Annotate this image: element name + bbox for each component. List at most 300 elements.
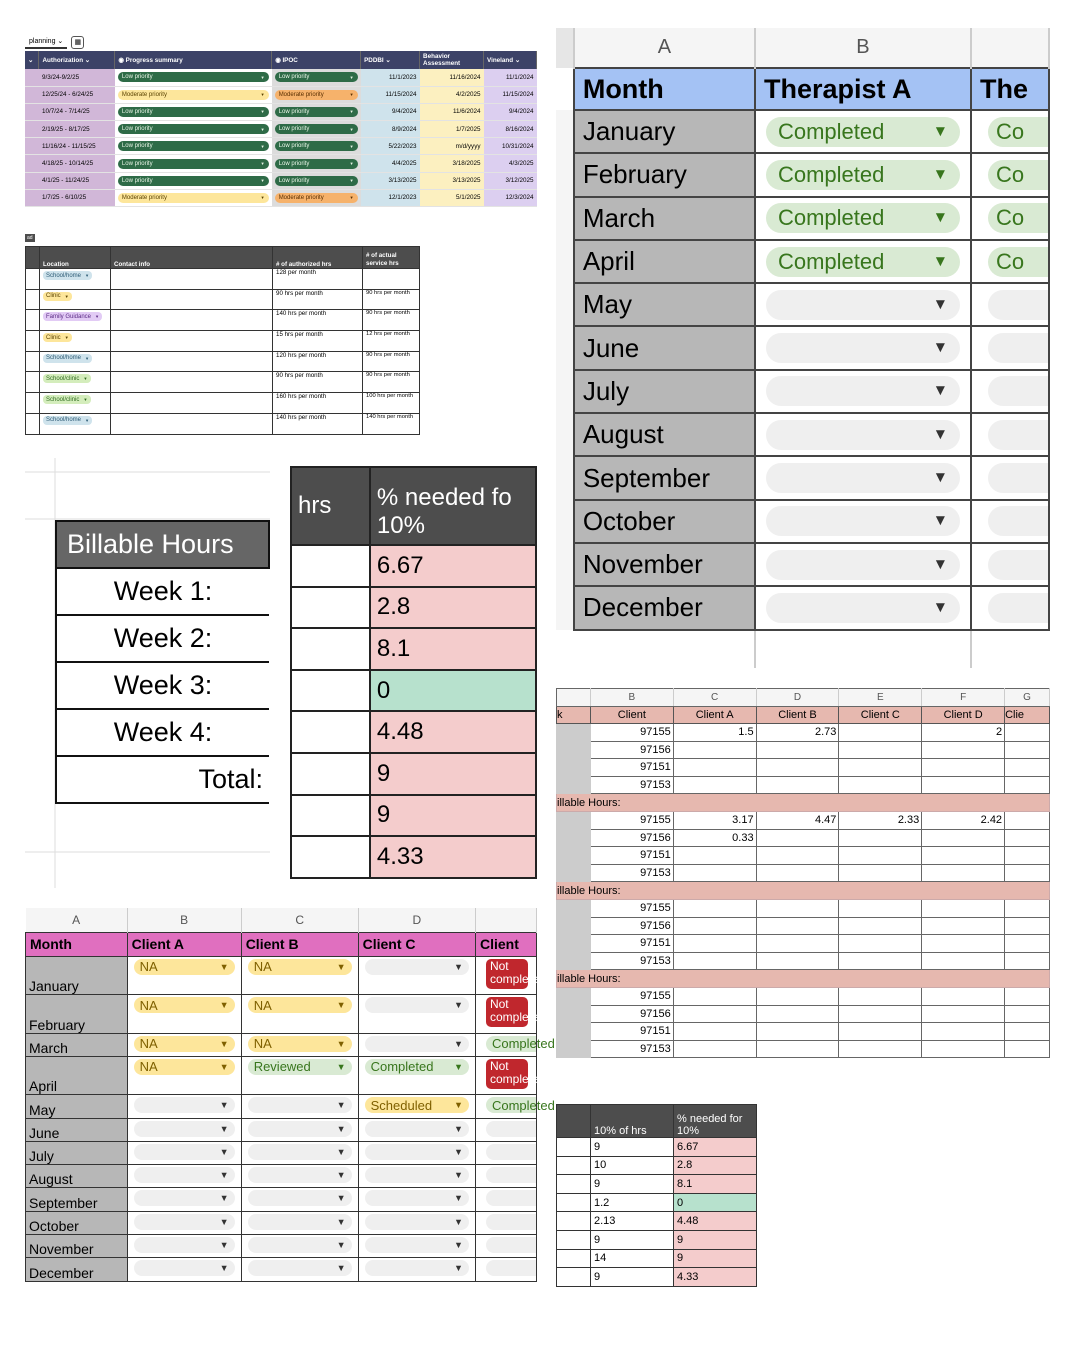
- month-cell[interactable]: July: [26, 1141, 128, 1164]
- authorized-hrs-cell[interactable]: 120 hrs per month: [273, 351, 363, 372]
- col-letter-e[interactable]: E: [839, 689, 922, 707]
- behavior-date-cell[interactable]: 1/7/2025: [420, 121, 484, 138]
- client-b-cell[interactable]: [241, 1118, 358, 1141]
- code-row[interactable]: [557, 899, 1050, 917]
- actual-hrs-cell[interactable]: 90 hrs per month: [363, 289, 420, 310]
- vineland-date-cell[interactable]: 3/12/2025: [484, 172, 537, 189]
- ten-percent-hrs-cell[interactable]: 9: [591, 1230, 674, 1249]
- week-cell[interactable]: [557, 741, 591, 759]
- month-cell[interactable]: May: [26, 1095, 128, 1118]
- col-letter-c[interactable]: C: [673, 689, 756, 707]
- table-row[interactable]: [25, 86, 537, 103]
- col-vineland[interactable]: Vineland ⌄: [484, 51, 537, 69]
- therapist-a-cell[interactable]: [755, 370, 971, 413]
- status-dropdown[interactable]: [134, 1260, 235, 1276]
- client-b-hours-cell[interactable]: [756, 1040, 839, 1058]
- week-cell[interactable]: [557, 952, 591, 970]
- client-c-cell[interactable]: [358, 1211, 475, 1234]
- client-d-cell[interactable]: [475, 995, 546, 1034]
- client-a-hours-cell[interactable]: [673, 776, 756, 794]
- ten-percent-hrs-cell[interactable]: 14: [591, 1249, 674, 1268]
- code-row[interactable]: [557, 952, 1050, 970]
- blank-cell[interactable]: [557, 1212, 591, 1231]
- ten-percent-hrs-cell[interactable]: 2.13: [591, 1212, 674, 1231]
- client-e-hours-cell[interactable]: [1005, 1040, 1050, 1058]
- status-dropdown[interactable]: [248, 1144, 352, 1160]
- status-dropdown[interactable]: [248, 1260, 352, 1276]
- hrs-cell[interactable]: [291, 587, 370, 629]
- col-letter-e[interactable]: [475, 908, 536, 932]
- table-row[interactable]: [25, 155, 537, 172]
- month-row[interactable]: [26, 1211, 537, 1234]
- percent-needed-cell[interactable]: 9: [370, 795, 536, 837]
- client-d-cell[interactable]: [475, 1118, 536, 1141]
- month-row[interactable]: [556, 370, 1049, 413]
- authorization-cell[interactable]: 2/19/25 - 8/17/25: [39, 121, 115, 138]
- status-dropdown[interactable]: [134, 1144, 235, 1160]
- cpt-code-cell[interactable]: 97155: [590, 724, 673, 742]
- month-row[interactable]: [556, 197, 1049, 240]
- table-row[interactable]: [25, 121, 537, 138]
- behavior-date-cell[interactable]: 4/2/2025: [420, 86, 484, 103]
- status-chip-completed[interactable]: Completed: [486, 1097, 536, 1113]
- hrs-cell[interactable]: [291, 753, 370, 795]
- client-d-hours-cell[interactable]: [922, 1040, 1005, 1058]
- therapist-b-cell[interactable]: [971, 500, 1049, 543]
- status-dropdown[interactable]: [766, 593, 960, 623]
- blank-cell[interactable]: [557, 1268, 591, 1287]
- pddbi-date-cell[interactable]: 3/13/2025: [361, 172, 420, 189]
- ipoc-cell[interactable]: [272, 121, 361, 138]
- location-cell[interactable]: [40, 331, 111, 352]
- hrs-cell[interactable]: [291, 545, 370, 587]
- status-dropdown[interactable]: [766, 333, 960, 363]
- authorized-hrs-cell[interactable]: 140 hrs per month: [273, 413, 363, 434]
- corner-cell[interactable]: [556, 28, 574, 68]
- week-cell[interactable]: [557, 724, 591, 742]
- vineland-date-cell[interactable]: 12/3/2024: [484, 189, 537, 206]
- ten-percent-hrs-cell[interactable]: 1.2: [591, 1193, 674, 1212]
- contact-info-cell[interactable]: [111, 331, 273, 352]
- percent-needed-cell[interactable]: 9: [674, 1230, 757, 1249]
- status-dropdown[interactable]: [766, 290, 960, 320]
- therapist-a-cell[interactable]: [755, 240, 971, 283]
- client-c-cell[interactable]: [358, 1118, 475, 1141]
- therapist-a-cell[interactable]: [755, 326, 971, 369]
- hrs-cell[interactable]: [291, 670, 370, 712]
- cpt-code-cell[interactable]: 97153: [590, 776, 673, 794]
- code-row[interactable]: [557, 847, 1050, 865]
- client-c-hours-cell[interactable]: [839, 759, 922, 777]
- pddbi-date-cell[interactable]: 9/4/2024: [361, 103, 420, 120]
- status-dropdown[interactable]: [486, 1190, 536, 1206]
- client-d-hours-cell[interactable]: [922, 829, 1005, 847]
- client-e-hours-cell[interactable]: [1005, 952, 1050, 970]
- cpt-code-cell[interactable]: 97155: [590, 899, 673, 917]
- client-e-hours-cell[interactable]: [1005, 811, 1050, 829]
- ten-percent-row[interactable]: [557, 1138, 757, 1157]
- client-b-hours-cell[interactable]: [756, 829, 839, 847]
- code-row[interactable]: [557, 829, 1050, 847]
- location-chip[interactable]: [43, 374, 91, 383]
- client-a-cell[interactable]: [127, 995, 241, 1034]
- status-dropdown[interactable]: [766, 376, 960, 406]
- client-b-hours-cell[interactable]: [756, 987, 839, 1005]
- table-row[interactable]: [26, 331, 420, 352]
- ipoc-cell[interactable]: [272, 138, 361, 155]
- client-b-cell[interactable]: [241, 1141, 358, 1164]
- client-c-hours-cell[interactable]: [839, 1005, 922, 1023]
- client-e-hours-cell[interactable]: [1005, 1005, 1050, 1023]
- percent-needed-cell[interactable]: 0: [370, 670, 536, 712]
- table-row[interactable]: [26, 310, 420, 331]
- client-c-hours-cell[interactable]: 2.33: [839, 811, 922, 829]
- client-b-cell[interactable]: [241, 956, 358, 995]
- location-cell[interactable]: [40, 269, 111, 290]
- month-cell[interactable]: December: [26, 1258, 128, 1281]
- col-letter-a[interactable]: A: [26, 908, 128, 932]
- status-dropdown[interactable]: [486, 1121, 536, 1137]
- client-c-hours-cell[interactable]: [839, 776, 922, 794]
- cpt-code-cell[interactable]: 97153: [590, 952, 673, 970]
- client-a-hours-cell[interactable]: [673, 1040, 756, 1058]
- priority-chip[interactable]: [275, 124, 358, 134]
- status-dropdown[interactable]: [248, 1121, 352, 1137]
- week-cell[interactable]: [557, 899, 591, 917]
- progress-cell[interactable]: [115, 155, 272, 172]
- location-chip[interactable]: [43, 416, 92, 425]
- client-b-cell[interactable]: [241, 1211, 358, 1234]
- percent-needed-cell[interactable]: 6.67: [674, 1138, 757, 1157]
- code-row[interactable]: [557, 776, 1050, 794]
- priority-chip[interactable]: [275, 193, 358, 203]
- ten-percent-hrs-cell[interactable]: 9: [591, 1268, 674, 1287]
- status-dropdown[interactable]: [988, 203, 1048, 233]
- week-cell[interactable]: [557, 847, 591, 865]
- status-dropdown[interactable]: [365, 1167, 469, 1183]
- status-dropdown[interactable]: [486, 1237, 536, 1253]
- month-row[interactable]: [556, 240, 1049, 283]
- actual-hrs-cell[interactable]: 90 hrs per month: [363, 372, 420, 393]
- percent-needed-cell[interactable]: 9: [370, 753, 536, 795]
- client-d-cell[interactable]: [475, 956, 546, 995]
- code-row[interactable]: [557, 811, 1050, 829]
- pddbi-date-cell[interactable]: 12/1/2023: [361, 189, 420, 206]
- authorization-cell[interactable]: 4/1/25 - 11/24/25: [39, 172, 115, 189]
- location-cell[interactable]: [40, 413, 111, 434]
- status-dropdown[interactable]: [134, 1214, 235, 1230]
- progress-cell[interactable]: [115, 69, 272, 86]
- client-c-hours-cell[interactable]: [839, 864, 922, 882]
- month-cell[interactable]: January: [574, 110, 755, 153]
- month-row[interactable]: [556, 543, 1049, 586]
- week-label[interactable]: Week 2:: [56, 615, 269, 662]
- client-e-hours-cell[interactable]: [1005, 1023, 1050, 1041]
- month-row[interactable]: [556, 456, 1049, 499]
- location-cell[interactable]: [40, 372, 111, 393]
- progress-cell[interactable]: [115, 172, 272, 189]
- percent-needed-cell[interactable]: 2.8: [674, 1156, 757, 1175]
- therapist-a-cell[interactable]: [755, 456, 971, 499]
- status-dropdown[interactable]: [248, 1036, 352, 1052]
- table-row[interactable]: [25, 189, 537, 206]
- week-cell[interactable]: [557, 759, 591, 777]
- month-row[interactable]: [26, 995, 537, 1034]
- month-cell[interactable]: May: [574, 283, 755, 326]
- code-row[interactable]: [557, 987, 1050, 1005]
- status-dropdown[interactable]: [248, 1190, 352, 1206]
- month-cell[interactable]: December: [574, 586, 755, 629]
- client-a-hours-cell[interactable]: [673, 952, 756, 970]
- behavior-date-cell[interactable]: 5/1/2025: [420, 189, 484, 206]
- contact-info-cell[interactable]: [111, 289, 273, 310]
- cpt-code-cell[interactable]: 97156: [590, 741, 673, 759]
- code-row[interactable]: [557, 1023, 1050, 1041]
- cpt-code-cell[interactable]: 97155: [590, 811, 673, 829]
- week-cell[interactable]: [557, 1023, 591, 1041]
- week-cell[interactable]: [557, 829, 591, 847]
- code-row[interactable]: [557, 1040, 1050, 1058]
- table-row[interactable]: [26, 372, 420, 393]
- col-letter-f[interactable]: F: [922, 689, 1005, 707]
- client-a-cell[interactable]: [127, 1141, 241, 1164]
- week-label[interactable]: Week 1:: [56, 568, 269, 615]
- authorized-hrs-cell[interactable]: 128 per month: [273, 269, 363, 290]
- client-b-hours-cell[interactable]: 2.73: [756, 724, 839, 742]
- pddbi-date-cell[interactable]: 4/4/2025: [361, 155, 420, 172]
- contact-info-cell[interactable]: [111, 413, 273, 434]
- client-a-hours-cell[interactable]: 1.5: [673, 724, 756, 742]
- location-chip[interactable]: [43, 271, 92, 280]
- client-e-hours-cell[interactable]: [1005, 776, 1050, 794]
- table-row[interactable]: [25, 172, 537, 189]
- therapist-a-cell[interactable]: [755, 586, 971, 629]
- actual-hrs-cell[interactable]: 12 hrs per month: [363, 331, 420, 352]
- client-c-cell[interactable]: [358, 1056, 475, 1095]
- behavior-date-cell[interactable]: 11/16/2024: [420, 69, 484, 86]
- therapist-b-cell[interactable]: [971, 370, 1049, 413]
- status-dropdown[interactable]: [134, 1167, 235, 1183]
- percent-needed-cell[interactable]: 0: [674, 1193, 757, 1212]
- status-dropdown[interactable]: [766, 463, 960, 493]
- client-c-hours-cell[interactable]: [839, 829, 922, 847]
- ipoc-cell[interactable]: [272, 103, 361, 120]
- priority-chip[interactable]: [275, 159, 358, 169]
- percent-needed-cell[interactable]: 4.33: [370, 836, 536, 878]
- table-row[interactable]: [25, 138, 537, 155]
- client-c-cell[interactable]: [358, 1033, 475, 1056]
- ten-percent-row[interactable]: [557, 1175, 757, 1194]
- blank-cell[interactable]: [557, 1230, 591, 1249]
- client-a-cell[interactable]: [127, 1095, 241, 1118]
- client-c-cell[interactable]: [358, 1188, 475, 1211]
- actual-hrs-cell[interactable]: 90 hrs per month: [363, 351, 420, 372]
- client-d-cell[interactable]: [475, 1095, 555, 1118]
- client-a-hours-cell[interactable]: [673, 935, 756, 953]
- client-b-hours-cell[interactable]: [756, 917, 839, 935]
- status-dropdown[interactable]: [988, 550, 1048, 580]
- therapist-a-cell[interactable]: [755, 543, 971, 586]
- vineland-date-cell[interactable]: 11/15/2024: [484, 86, 537, 103]
- vineland-date-cell[interactable]: 11/1/2024: [484, 69, 537, 86]
- contact-info-cell[interactable]: [111, 269, 273, 290]
- col-letter-d[interactable]: D: [358, 908, 475, 932]
- status-dropdown[interactable]: [248, 997, 352, 1013]
- status-dropdown[interactable]: [766, 420, 960, 450]
- therapist-a-cell[interactable]: [755, 153, 971, 196]
- status-dropdown[interactable]: [766, 117, 960, 147]
- month-row[interactable]: [26, 1141, 537, 1164]
- pddbi-date-cell[interactable]: 5/22/2023: [361, 138, 420, 155]
- status-dropdown[interactable]: [486, 1260, 536, 1276]
- month-cell[interactable]: April: [574, 240, 755, 283]
- percent-needed-cell[interactable]: 8.1: [370, 628, 536, 670]
- client-c-hours-cell[interactable]: [839, 935, 922, 953]
- month-cell[interactable]: September: [26, 1188, 128, 1211]
- client-d-cell[interactable]: [475, 1188, 536, 1211]
- client-d-cell[interactable]: [475, 1165, 536, 1188]
- status-dropdown[interactable]: [988, 290, 1048, 320]
- pddbi-date-cell[interactable]: 8/9/2024: [361, 121, 420, 138]
- client-a-hours-cell[interactable]: 0.33: [673, 829, 756, 847]
- ipoc-cell[interactable]: [272, 172, 361, 189]
- code-row[interactable]: [557, 724, 1050, 742]
- client-b-cell[interactable]: [241, 1235, 358, 1258]
- code-row[interactable]: [557, 935, 1050, 953]
- ipoc-cell[interactable]: [272, 86, 361, 103]
- blank-cell[interactable]: [557, 1156, 591, 1175]
- code-row[interactable]: [557, 759, 1050, 777]
- ten-percent-hrs-cell[interactable]: 10: [591, 1156, 674, 1175]
- client-c-cell[interactable]: [358, 995, 475, 1034]
- band-cell[interactable]: [557, 970, 1050, 988]
- client-d-hours-cell[interactable]: [922, 935, 1005, 953]
- hrs-cell[interactable]: [291, 795, 370, 837]
- ten-percent-row[interactable]: [557, 1249, 757, 1268]
- client-b-hours-cell[interactable]: [756, 899, 839, 917]
- client-b-cell[interactable]: [241, 1165, 358, 1188]
- status-dropdown[interactable]: [365, 1214, 469, 1230]
- client-b-cell[interactable]: [241, 995, 358, 1034]
- month-row[interactable]: [26, 1235, 537, 1258]
- week-cell[interactable]: [557, 1005, 591, 1023]
- status-dropdown[interactable]: [766, 160, 960, 190]
- month-row[interactable]: [26, 1056, 537, 1095]
- status-dropdown[interactable]: [766, 247, 960, 277]
- status-dropdown[interactable]: [988, 506, 1048, 536]
- authorization-cell[interactable]: 10/7/24 - 7/14/25: [39, 103, 115, 120]
- client-d-cell[interactable]: [475, 1033, 555, 1056]
- week-cell[interactable]: [557, 1040, 591, 1058]
- status-dropdown[interactable]: [988, 333, 1048, 363]
- ten-percent-hrs-cell[interactable]: 9: [591, 1138, 674, 1157]
- client-b-hours-cell[interactable]: [756, 741, 839, 759]
- week-label[interactable]: Week 3:: [56, 662, 269, 709]
- therapist-a-cell[interactable]: [755, 283, 971, 326]
- hrs-cell[interactable]: [291, 711, 370, 753]
- status-dropdown[interactable]: [248, 1059, 352, 1075]
- priority-chip[interactable]: [118, 193, 269, 203]
- location-chip[interactable]: [43, 333, 72, 342]
- priority-chip[interactable]: [275, 141, 358, 151]
- code-row[interactable]: [557, 864, 1050, 882]
- view-tab-planning[interactable]: planning ⌄: [25, 35, 67, 49]
- authorized-hrs-cell[interactable]: 160 hrs per month: [273, 393, 363, 414]
- ten-percent-row[interactable]: [557, 1156, 757, 1175]
- vineland-date-cell[interactable]: 4/3/2025: [484, 155, 537, 172]
- vineland-date-cell[interactable]: 9/4/2024: [484, 103, 537, 120]
- actual-hrs-cell[interactable]: 100 hrs per month: [363, 393, 420, 414]
- month-row[interactable]: [26, 1165, 537, 1188]
- col-pddbi[interactable]: PDDBI ⌄: [361, 51, 420, 69]
- client-a-cell[interactable]: [127, 1258, 241, 1281]
- empty-cell[interactable]: [971, 630, 1049, 668]
- col-letter-a[interactable]: [557, 689, 591, 707]
- month-cell[interactable]: June: [26, 1118, 128, 1141]
- status-dropdown[interactable]: [134, 1097, 235, 1113]
- cpt-code-cell[interactable]: 97151: [590, 759, 673, 777]
- therapist-a-cell[interactable]: [755, 413, 971, 456]
- percent-needed-cell[interactable]: 8.1: [674, 1175, 757, 1194]
- status-dropdown[interactable]: [365, 997, 469, 1013]
- therapist-b-cell[interactable]: [971, 543, 1049, 586]
- client-b-cell[interactable]: [241, 1033, 358, 1056]
- client-c-hours-cell[interactable]: [839, 741, 922, 759]
- contact-info-cell[interactable]: [111, 372, 273, 393]
- client-d-cell[interactable]: [475, 1235, 536, 1258]
- percent-needed-cell[interactable]: 4.33: [674, 1268, 757, 1287]
- week-cell[interactable]: [557, 864, 591, 882]
- table-row[interactable]: [26, 413, 420, 434]
- client-c-hours-cell[interactable]: [839, 1023, 922, 1041]
- status-dropdown[interactable]: [365, 1237, 469, 1253]
- client-d-hours-cell[interactable]: [922, 952, 1005, 970]
- client-d-hours-cell[interactable]: [922, 776, 1005, 794]
- client-d-hours-cell[interactable]: 2: [922, 724, 1005, 742]
- hrs-cell[interactable]: [291, 836, 370, 878]
- client-b-hours-cell[interactable]: [756, 776, 839, 794]
- location-cell[interactable]: [40, 393, 111, 414]
- client-d-cell[interactable]: [475, 1141, 536, 1164]
- empty-cell[interactable]: [755, 630, 971, 668]
- cpt-code-cell[interactable]: 97155: [590, 987, 673, 1005]
- ten-percent-row[interactable]: [557, 1212, 757, 1231]
- cpt-code-cell[interactable]: 97156: [590, 829, 673, 847]
- client-e-hours-cell[interactable]: [1005, 935, 1050, 953]
- status-dropdown[interactable]: [365, 1059, 469, 1075]
- status-dropdown[interactable]: [988, 593, 1048, 623]
- status-chip-not-completed[interactable]: Not completed: [486, 959, 528, 989]
- col-letter-c[interactable]: C: [241, 908, 358, 932]
- month-cell[interactable]: January: [26, 956, 128, 995]
- priority-chip[interactable]: [118, 176, 269, 186]
- client-c-hours-cell[interactable]: [839, 952, 922, 970]
- month-row[interactable]: [26, 1095, 537, 1118]
- therapist-a-cell[interactable]: [755, 197, 971, 240]
- week-label[interactable]: Week 4:: [56, 709, 269, 756]
- status-dropdown[interactable]: [134, 1237, 235, 1253]
- therapist-b-cell[interactable]: [971, 153, 1049, 196]
- ipoc-cell[interactable]: [272, 69, 361, 86]
- status-dropdown[interactable]: [365, 1036, 469, 1052]
- progress-cell[interactable]: [115, 138, 272, 155]
- authorization-cell[interactable]: 9/3/24-9/2/25: [39, 69, 115, 86]
- month-row[interactable]: [556, 413, 1049, 456]
- month-cell[interactable]: October: [26, 1211, 128, 1234]
- code-row[interactable]: [557, 917, 1050, 935]
- location-chip[interactable]: [43, 292, 72, 301]
- client-d-hours-cell[interactable]: [922, 847, 1005, 865]
